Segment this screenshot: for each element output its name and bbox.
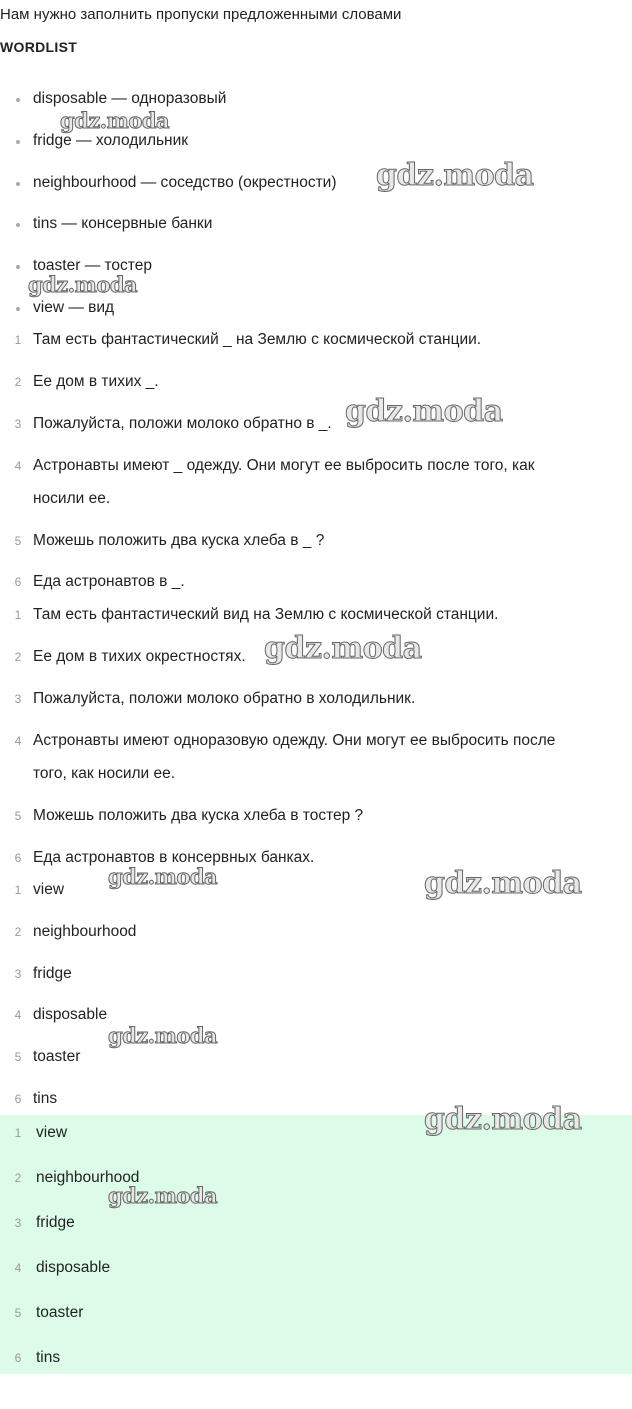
- list-item-text: Можешь положить два куска хлеба в тостер ?: [33, 807, 364, 824]
- list-item-text: Ее дом в тихих _.: [33, 373, 159, 390]
- item-number: 2: [14, 925, 22, 939]
- list-item-text: tins — консервные банки: [33, 215, 213, 232]
- item-number: 3: [14, 967, 22, 981]
- bullet-icon: [16, 98, 20, 102]
- item-number: 1: [14, 608, 22, 622]
- list-item-text: tins: [33, 1090, 58, 1107]
- item-number: 4: [14, 734, 22, 748]
- bullet-icon: [16, 307, 20, 311]
- item-number: 4: [14, 1008, 22, 1022]
- item-number: 6: [14, 851, 22, 865]
- list-item-text: neighbourhood: [36, 1169, 140, 1186]
- list-item-text: view — вид: [33, 299, 115, 316]
- item-number: 6: [14, 575, 22, 589]
- list-item-text: view: [36, 1124, 68, 1141]
- watermark: gdz.moda: [345, 394, 503, 429]
- list-item-text: disposable — одноразовый: [33, 90, 227, 107]
- bullet-icon: [16, 140, 20, 144]
- list-item-text: носили ее.: [33, 490, 111, 507]
- watermark: gdz.moda: [28, 272, 138, 297]
- bullet-icon: [16, 182, 20, 186]
- list-item-text: того, как носили ее.: [33, 765, 176, 782]
- list-item-text: Еда астронавтов в _.: [33, 573, 185, 590]
- watermark: gdz.moda: [424, 1102, 582, 1137]
- list-item-text: Ее дом в тихих окрестностях.: [33, 648, 246, 665]
- list-item-text: fridge: [33, 965, 72, 982]
- item-number: 5: [14, 534, 22, 548]
- item-number: 6: [14, 1092, 22, 1106]
- item-number: 3: [14, 692, 22, 706]
- item-number: 6: [14, 1351, 22, 1365]
- list-item-text: Еда астронавтов в консервных банках.: [33, 849, 315, 866]
- watermark: gdz.moda: [376, 158, 534, 193]
- list-item-text: tins: [36, 1349, 61, 1366]
- list-item-text: Можешь положить два куска хлеба в _ ?: [33, 532, 325, 549]
- bullet-icon: [16, 223, 20, 227]
- watermark: gdz.moda: [108, 864, 218, 889]
- item-number: 4: [14, 1261, 22, 1275]
- bullet-icon: [16, 265, 20, 269]
- item-number: 4: [14, 459, 22, 473]
- list-item-text: fridge: [36, 1214, 75, 1231]
- watermark: gdz.moda: [424, 866, 582, 901]
- item-number: 5: [14, 809, 22, 823]
- watermark: gdz.moda: [264, 631, 422, 666]
- watermark: gdz.moda: [108, 1023, 218, 1048]
- wordlist-heading: WORDLIST: [0, 39, 78, 55]
- item-number: 1: [14, 333, 22, 347]
- list-item-text: view: [33, 881, 65, 898]
- list-item-text: toaster — тостер: [33, 257, 152, 274]
- list-item-text: Там есть фантастический _ на Землю с космической станции.: [33, 331, 482, 348]
- list-item-text: toaster: [33, 1048, 81, 1065]
- item-number: 5: [14, 1306, 22, 1320]
- intro-text: Нам нужно заполнить пропуски предложенными словами: [0, 6, 402, 23]
- list-item-text: Астронавты имеют одноразовую одежду. Они могут ее выбросить после: [33, 732, 556, 749]
- list-item-text: Там есть фантастический вид на Землю с космической станции.: [33, 606, 499, 623]
- item-number: 1: [14, 883, 22, 897]
- item-number: 2: [14, 1171, 22, 1185]
- list-item-text: fridge — холодильник: [33, 132, 189, 149]
- list-item-text: toaster: [36, 1304, 84, 1321]
- item-number: 1: [14, 1126, 22, 1140]
- highlighted-answers: [0, 1115, 632, 1374]
- item-number: 5: [14, 1050, 22, 1064]
- watermark: gdz.moda: [108, 1183, 218, 1208]
- item-number: 2: [14, 375, 22, 389]
- watermark: gdz.moda: [60, 108, 170, 133]
- list-item-text: neighbourhood: [33, 923, 137, 940]
- list-item-text: neighbourhood — соседство (окрестности): [33, 174, 337, 191]
- item-number: 3: [14, 1216, 22, 1230]
- item-number: 3: [14, 417, 22, 431]
- item-number: 2: [14, 650, 22, 664]
- list-item-text: Пожалуйста, положи молоко обратно в _.: [33, 415, 332, 432]
- list-item-text: disposable: [33, 1006, 108, 1023]
- list-item-text: Астронавты имеют _ одежду. Они могут ее выбросить после того, как: [33, 457, 535, 474]
- list-item-text: disposable: [36, 1259, 111, 1276]
- list-item-text: Пожалуйста, положи молоко обратно в холодильник.: [33, 690, 416, 707]
